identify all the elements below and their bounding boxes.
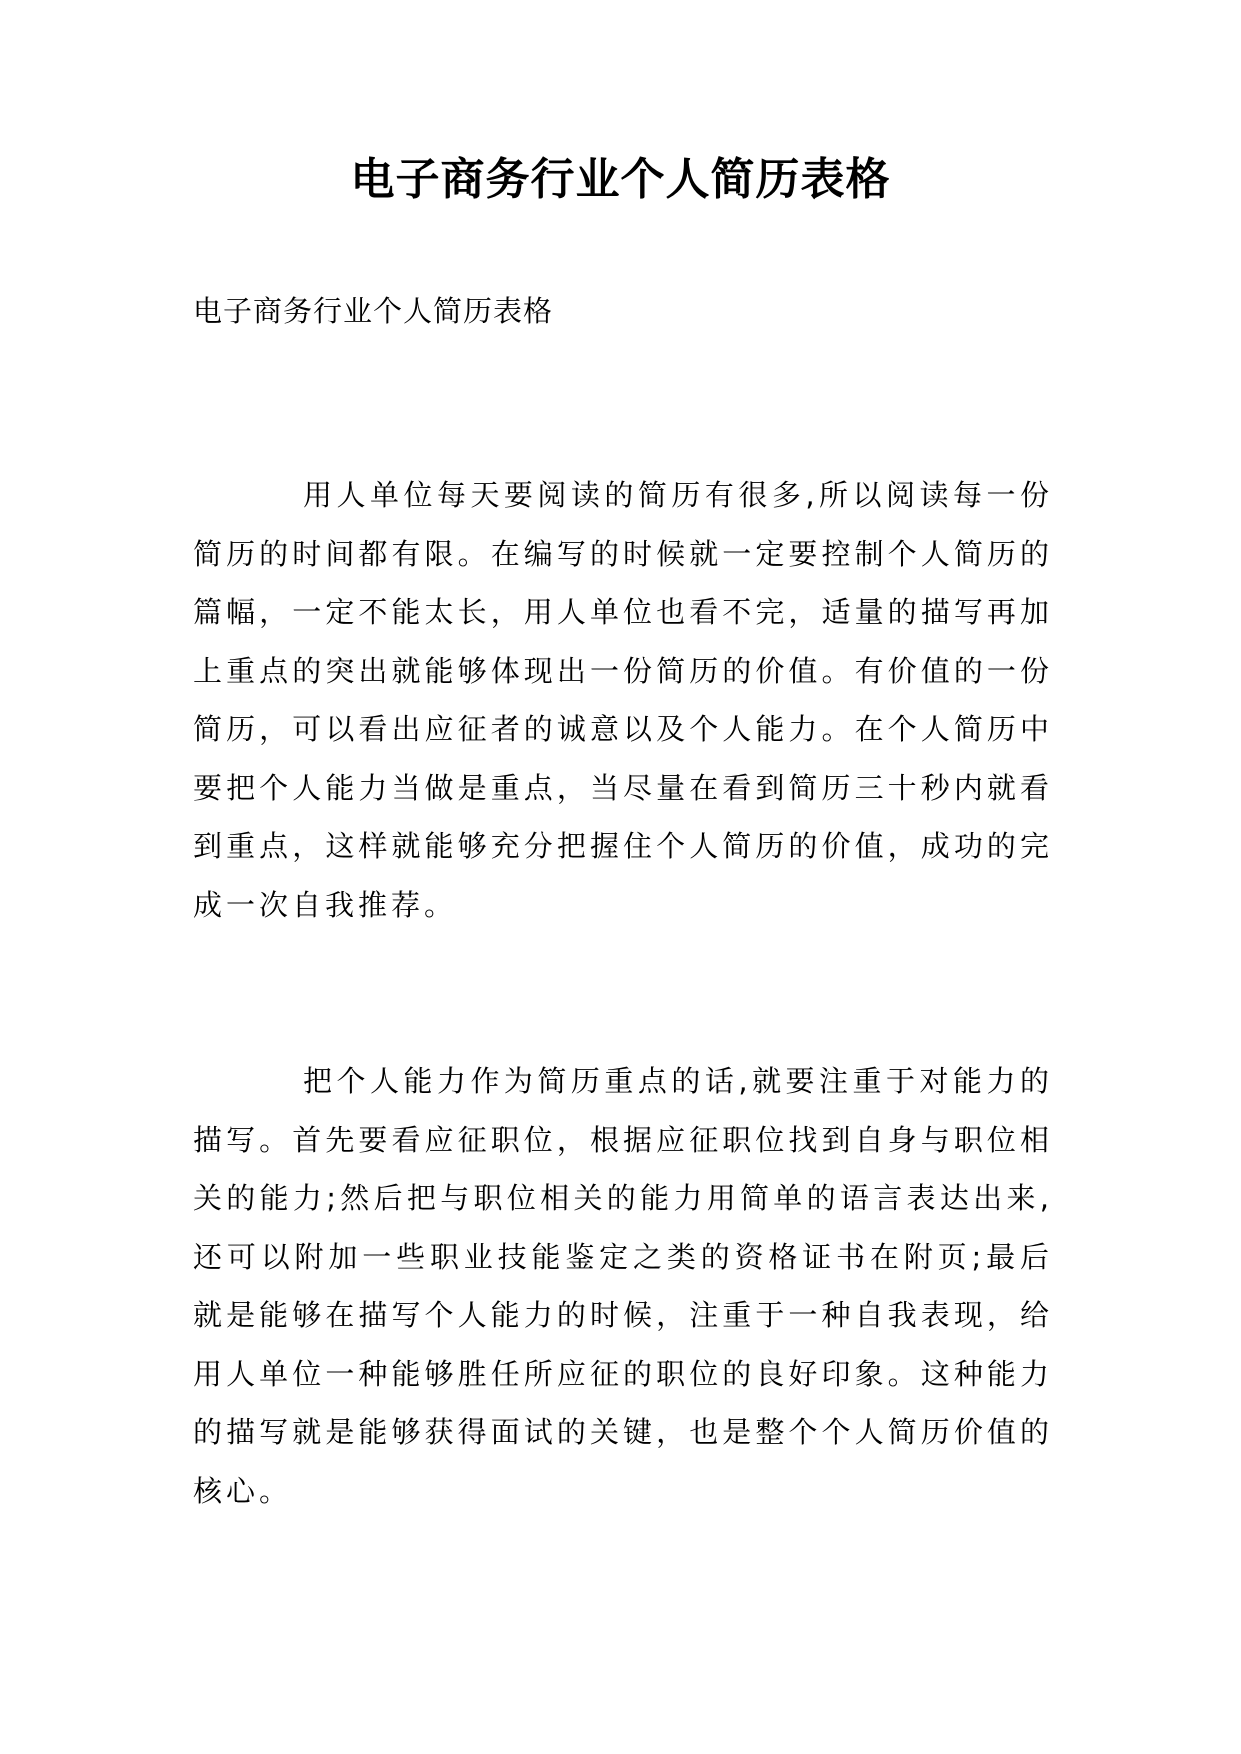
paragraph-1: 用人单位每天要阅读的简历有很多,所以阅读每一份简历的时间都有限。在编写的时候就一定要控制个人简历的篇幅，一定不能太长，用人单位也看不完，适量的描写再加上重点的突出就能够体现出一份简历的价值。有价值的一份简历，可以看出应征者的诚意以及个人能力。在个人简历中要把个人能力当做是重点，当尽量在看到简历三十秒内就看到重点，这样就能够充分把握住个人简历的价值，成功的完成一次自我推荐。 bbox=[193, 478, 1053, 922]
paragraph-2: 把个人能力作为简历重点的话,就要注重于对能力的描写。首先要看应征职位，根据应征职位找到自身与职位相关的能力;然后把与职位相关的能力用简单的语言表达出来,还可以附加一些职业技能鉴定之类的资格证书在附页;最后就是能够在描写个人能力的时候，注重于一种自我表现，给用人单位一种能够胜任所应征的职位的良好印象。这种能力的描写就是能够获得面试的关键，也是整个个人简历价值的核心。 bbox=[193, 1064, 1053, 1508]
document-subtitle: 电子商务行业个人简历表格 bbox=[193, 294, 554, 328]
document-title: 电子商务行业个人简历表格 bbox=[350, 154, 891, 205]
